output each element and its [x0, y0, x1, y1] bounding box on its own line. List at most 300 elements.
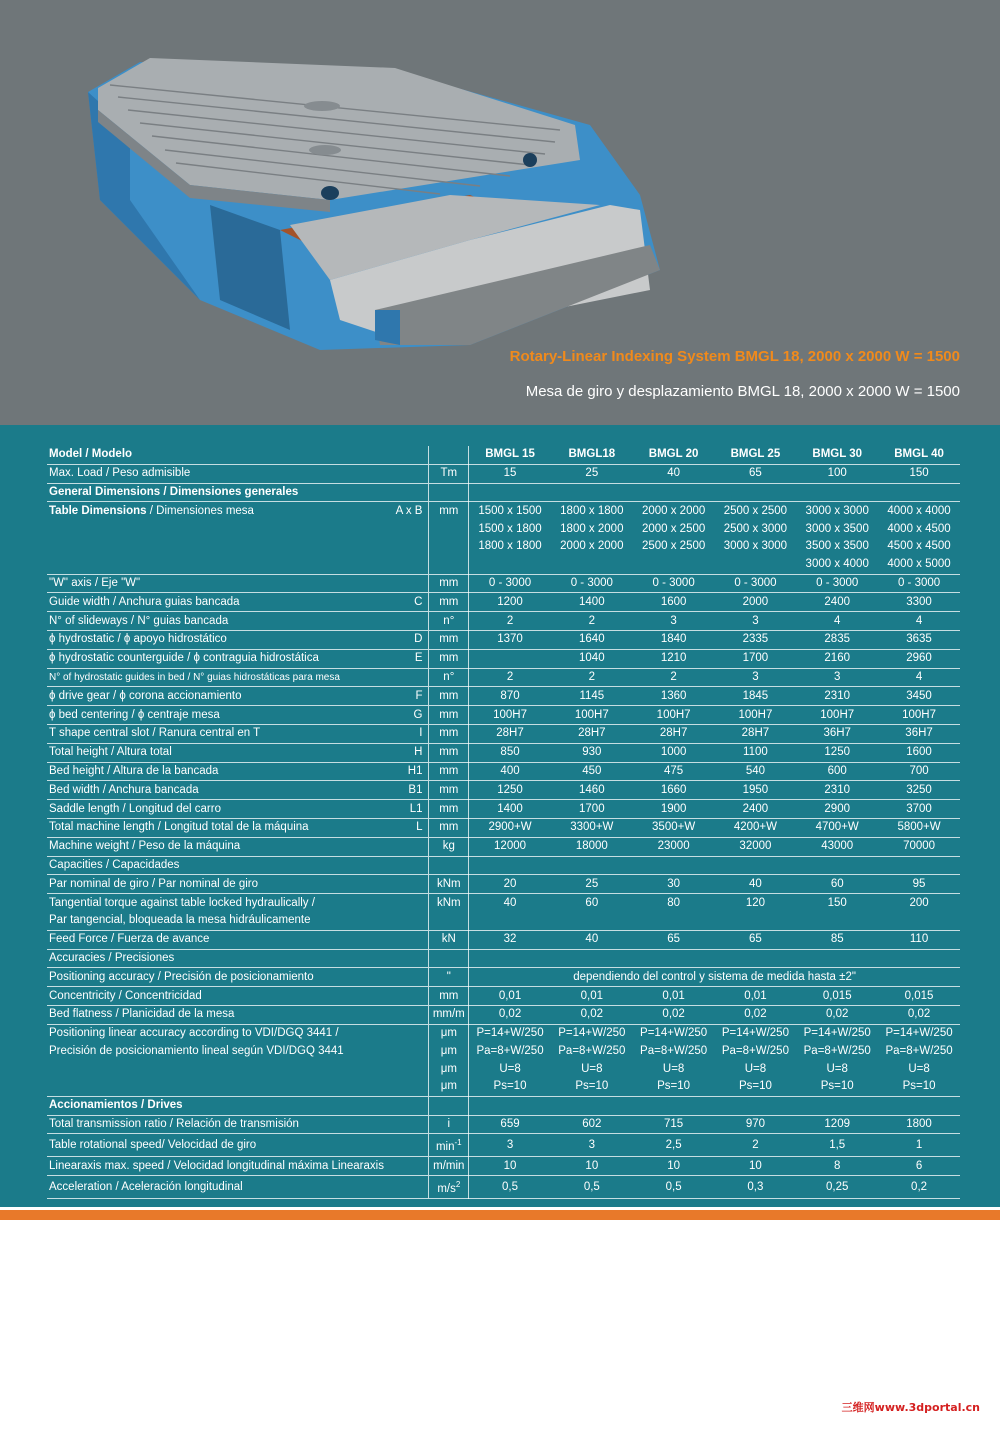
row-label: General Dimensions / Dimensiones generales	[47, 483, 386, 502]
row-symbol: H	[386, 743, 429, 762]
model-header: BMGL18	[551, 446, 633, 464]
value-cell: 0,01	[469, 987, 551, 1006]
row-label: Bed flatness / Planicidad de la mesa	[47, 1005, 386, 1024]
value-cell: 23000	[633, 837, 715, 856]
value-cell: 28H7	[633, 724, 715, 743]
row-label: Capacities / Capacidades	[47, 856, 386, 875]
value-cell: 0,3	[715, 1176, 797, 1199]
table-row	[47, 912, 960, 930]
table-row	[47, 875, 960, 894]
value-cell: 1800	[878, 1115, 960, 1134]
value-cell	[796, 949, 878, 968]
table-row	[47, 502, 960, 520]
value-cell	[715, 483, 797, 502]
table-row	[47, 818, 960, 837]
row-symbol: G	[386, 706, 429, 725]
row-unit: mm	[429, 687, 469, 706]
value-cell: 602	[551, 1115, 633, 1134]
row-label: Table rotational speed/ Velocidad de giro	[47, 1134, 386, 1157]
value-cell	[715, 856, 797, 875]
value-cell: 20	[469, 875, 551, 894]
value-cell: 28H7	[469, 724, 551, 743]
row-unit: kN	[429, 930, 469, 949]
table-row	[47, 1134, 960, 1157]
value-cell	[878, 856, 960, 875]
value-cell: P=14+W/250	[476, 1027, 544, 1040]
row-symbol	[386, 968, 429, 987]
value-cell: 1400	[469, 800, 551, 819]
value-cell: 2335	[715, 630, 797, 649]
value-cell: 2400	[715, 800, 797, 819]
row-unit	[429, 1096, 469, 1115]
value-cell: Ps=10	[878, 1078, 960, 1096]
value-cell: 2160	[796, 649, 878, 668]
value-cell: 200	[909, 896, 929, 909]
value-cell: Pa=8+W/250	[558, 1044, 626, 1057]
value-cell: 15	[469, 464, 551, 483]
row-unit: mm	[429, 781, 469, 800]
value-cell	[633, 856, 715, 875]
table-row	[47, 743, 960, 762]
value-cell: 1,5	[796, 1134, 878, 1157]
row-unit: μm	[429, 1043, 469, 1061]
row-symbol	[386, 894, 429, 912]
value-cell: 10	[551, 1157, 633, 1176]
value-cell: 1900	[633, 800, 715, 819]
row-unit	[429, 912, 469, 930]
row-label: Accionamientos / Drives	[47, 1096, 386, 1115]
value-cell: P=14+W/250	[558, 1027, 626, 1040]
row-label: Bed height / Altura de la bancada	[47, 762, 386, 781]
row-label: Total height / Altura total	[47, 743, 386, 762]
value-cell: 65	[715, 464, 797, 483]
row-symbol	[386, 1134, 429, 1157]
value-cell	[633, 483, 715, 502]
value-cell: 3000 x 3000	[805, 504, 869, 517]
value-cell: 3500 x 3500	[805, 540, 869, 553]
value-cell: Pa=8+W/250	[640, 1044, 708, 1057]
row-unit	[429, 856, 469, 875]
row-label: ϕ bed centering / ϕ centraje mesa	[47, 706, 386, 725]
value-cell: Pa=8+W/250	[885, 1044, 953, 1057]
row-unit	[429, 538, 469, 556]
header-label: Model / Modelo	[47, 446, 386, 464]
value-cell: 32	[469, 930, 551, 949]
value-cell: U=8	[908, 1062, 930, 1075]
table-row	[47, 1043, 960, 1061]
table-row	[47, 1096, 960, 1115]
value-cell: 4000 x 5000	[878, 556, 960, 574]
row-unit: mm	[429, 800, 469, 819]
value-cell	[715, 556, 797, 574]
value-cell: 4	[878, 612, 960, 631]
row-label: ϕ hydrostatic counterguide / ϕ contraguia hidrostática	[47, 649, 386, 668]
table-row	[47, 556, 960, 574]
value-cell	[551, 856, 633, 875]
value-cell: 28H7	[715, 724, 797, 743]
value-cell: 1950	[715, 781, 797, 800]
row-unit: mm	[429, 502, 469, 520]
value-cell: U=8	[499, 1062, 521, 1075]
value-cell: 32000	[715, 837, 797, 856]
row-unit: i	[429, 1115, 469, 1134]
value-cell	[469, 912, 551, 930]
value-cell: 40	[551, 930, 633, 949]
value-cell	[796, 912, 878, 930]
value-cell: 110	[878, 930, 960, 949]
row-symbol	[386, 1115, 429, 1134]
table-row	[47, 894, 960, 912]
row-unit: kNm	[429, 894, 469, 912]
row-symbol	[386, 1024, 429, 1042]
value-cell: 3000 x 3000	[723, 540, 788, 553]
value-cell: 40	[715, 875, 797, 894]
row-symbol: L1	[386, 800, 429, 819]
value-cell: 1660	[633, 781, 715, 800]
value-cell: Ps=10	[796, 1078, 878, 1096]
row-symbol	[386, 1078, 429, 1096]
value-cell: 3000 x 4000	[796, 556, 878, 574]
value-cell: 2	[551, 612, 633, 631]
value-cell	[469, 649, 551, 668]
value-cell: Pa=8+W/250	[803, 1044, 871, 1057]
value-cell: 0 - 3000	[633, 574, 715, 593]
value-cell: U=8	[826, 1062, 848, 1075]
table-row	[47, 483, 960, 502]
model-header: BMGL 40	[878, 446, 960, 464]
row-label	[47, 1078, 386, 1096]
value-cell: 3	[551, 1134, 633, 1157]
value-cell: Pa=8+W/250	[721, 1044, 789, 1057]
value-cell	[633, 912, 715, 930]
value-cell: 850	[469, 743, 551, 762]
row-unit: kNm	[429, 875, 469, 894]
value-cell	[715, 1096, 797, 1115]
row-symbol	[386, 483, 429, 502]
value-cell: 2	[469, 668, 551, 687]
value-cell	[469, 856, 551, 875]
value-cell: 450	[551, 762, 633, 781]
value-cell: 8	[796, 1157, 878, 1176]
value-cell: 700	[878, 762, 960, 781]
value-cell: 43000	[796, 837, 878, 856]
value-cell	[469, 483, 551, 502]
row-label: Par tangencial, bloqueada la mesa hidráulicamente	[47, 912, 386, 930]
value-cell: 2,5	[633, 1134, 715, 1157]
value-cell: 2500 x 3000	[723, 522, 788, 535]
value-cell	[469, 556, 551, 574]
table-row	[47, 1176, 960, 1199]
value-cell: 40	[633, 464, 715, 483]
row-unit: m/min	[429, 1157, 469, 1176]
value-cell: 2310	[796, 781, 878, 800]
value-cell: 25	[551, 875, 633, 894]
row-symbol	[386, 856, 429, 875]
value-cell: 1210	[633, 649, 715, 668]
row-symbol	[386, 1096, 429, 1115]
row-unit: n°	[429, 668, 469, 687]
row-unit: mm	[429, 818, 469, 837]
value-cell: 2835	[796, 630, 878, 649]
value-cell: 150	[827, 896, 847, 909]
value-cell: 2000	[715, 593, 797, 612]
value-cell: U=8	[744, 1062, 767, 1075]
value-cell	[796, 1096, 878, 1115]
value-cell: 60	[585, 896, 599, 909]
value-cell: 0,5	[633, 1176, 715, 1199]
value-cell: 0,5	[551, 1176, 633, 1199]
value-cell: 2960	[878, 649, 960, 668]
table-row	[47, 520, 960, 538]
row-unit: "	[429, 968, 469, 987]
row-label: ϕ drive gear / ϕ corona accionamiento	[47, 687, 386, 706]
value-cell: 0,015	[878, 987, 960, 1006]
row-label: Positioning linear accuracy according to VDI/DGQ 3441 /	[49, 1027, 339, 1040]
value-cell: 3635	[878, 630, 960, 649]
row-symbol: B1	[386, 781, 429, 800]
value-cell	[551, 556, 633, 574]
value-cell: 3250	[878, 781, 960, 800]
row-symbol: C	[386, 593, 429, 612]
value-cell: 540	[715, 762, 797, 781]
row-unit: mm	[429, 762, 469, 781]
value-cell	[551, 1096, 633, 1115]
row-unit: mm	[429, 630, 469, 649]
value-cell: 1200	[469, 593, 551, 612]
table-row	[47, 968, 960, 987]
row-symbol: E	[386, 649, 429, 668]
value-cell: Ps=10	[551, 1078, 633, 1096]
value-cell: 95	[878, 875, 960, 894]
value-cell: P=14+W/250	[803, 1027, 871, 1040]
value-cell: 0,5	[469, 1176, 551, 1199]
value-cell: 0,02	[469, 1005, 551, 1024]
value-cell: 659	[469, 1115, 551, 1134]
row-unit: $m/s^2$	[429, 1176, 469, 1199]
row-label: T shape central slot / Ranura central en T	[47, 724, 386, 743]
value-cell: P=14+W/250	[640, 1027, 708, 1040]
value-cell: 0,02	[551, 1005, 633, 1024]
value-cell	[796, 856, 878, 875]
value-cell: U=8	[662, 1062, 685, 1075]
value-cell	[633, 556, 715, 574]
value-cell: 5800+W	[878, 818, 960, 837]
title-english: Rotary-Linear Indexing System BMGL 18, 2000 x 2000 W = 1500	[509, 348, 960, 365]
value-cell: 870	[469, 687, 551, 706]
value-cell: 2400	[796, 593, 878, 612]
row-label: Total transmission ratio / Relación de transmisión	[47, 1115, 386, 1134]
value-cell: 1250	[796, 743, 878, 762]
value-cell: 100	[796, 464, 878, 483]
value-cell: 100H7	[469, 706, 551, 725]
table-row	[47, 781, 960, 800]
table-row	[47, 464, 960, 483]
row-unit: mm	[429, 987, 469, 1006]
value-cell	[633, 949, 715, 968]
value-cell: 0,2	[878, 1176, 960, 1199]
value-cell: 1600	[878, 743, 960, 762]
row-unit: mm	[429, 593, 469, 612]
value-cell: 0 - 3000	[715, 574, 797, 593]
value-cell: 36H7	[796, 724, 878, 743]
table-row	[47, 574, 960, 593]
row-label	[47, 1060, 386, 1078]
value-cell	[469, 949, 551, 968]
row-label: Guide width / Anchura guias bancada	[47, 593, 386, 612]
table-row	[47, 593, 960, 612]
value-cell: 1000	[633, 743, 715, 762]
value-cell: 10	[469, 1157, 551, 1176]
row-label: N° of slideways / N° guias bancada	[47, 612, 386, 631]
value-cell: 0,015	[796, 987, 878, 1006]
value-cell: 970	[715, 1115, 797, 1134]
value-cell: 1100	[715, 743, 797, 762]
row-unit: μm	[429, 1060, 469, 1078]
value-cell: 2900+W	[469, 818, 551, 837]
value-cell: 2	[551, 668, 633, 687]
row-symbol	[386, 1060, 429, 1078]
value-cell: 0 - 3000	[469, 574, 551, 593]
accuracy-note: dependiendo del control y sistema de medida hasta ±2"	[469, 968, 960, 987]
value-cell: 100H7	[715, 706, 797, 725]
value-cell: 65	[633, 930, 715, 949]
value-cell: 4000 x 4500	[887, 522, 951, 535]
value-cell: 30	[633, 875, 715, 894]
value-cell	[878, 949, 960, 968]
model-header: BMGL 30	[796, 446, 878, 464]
value-cell	[551, 483, 633, 502]
value-cell: U=8	[581, 1062, 603, 1075]
value-cell: 400	[469, 762, 551, 781]
value-cell: 100H7	[796, 706, 878, 725]
row-unit	[429, 556, 469, 574]
row-symbol: L	[386, 818, 429, 837]
value-cell: 1400	[551, 593, 633, 612]
row-symbol	[386, 1005, 429, 1024]
row-symbol	[386, 464, 429, 483]
spec-table	[47, 446, 960, 1199]
value-cell: 600	[796, 762, 878, 781]
row-unit: mm/m	[429, 1005, 469, 1024]
title-spanish: Mesa de giro y desplazamiento BMGL 18, 2000 x 2000 W = 1500	[525, 383, 960, 400]
row-unit: mm	[429, 724, 469, 743]
table-row	[47, 1024, 960, 1042]
value-cell: 100H7	[551, 706, 633, 725]
value-cell: 0,01	[633, 987, 715, 1006]
value-cell: 36H7	[878, 724, 960, 743]
value-cell: 1370	[469, 630, 551, 649]
value-cell: 475	[633, 762, 715, 781]
row-label: Machine weight / Peso de la máquina	[47, 837, 386, 856]
value-cell: 4	[878, 668, 960, 687]
value-cell: 2500 x 2500	[641, 540, 706, 553]
value-cell: 4200+W	[715, 818, 797, 837]
value-cell: 1145	[551, 687, 633, 706]
value-cell: 0 - 3000	[878, 574, 960, 593]
value-cell: 1460	[551, 781, 633, 800]
row-unit	[429, 520, 469, 538]
value-cell: 2310	[796, 687, 878, 706]
value-cell: 85	[796, 930, 878, 949]
table-row	[47, 668, 960, 687]
value-cell: 1250	[469, 781, 551, 800]
value-cell: 2000 x 2000	[560, 540, 624, 553]
value-cell: 0,25	[796, 1176, 878, 1199]
row-symbol	[386, 1176, 429, 1199]
value-cell	[796, 483, 878, 502]
value-cell: 2	[715, 1134, 797, 1157]
value-cell: 3	[715, 668, 797, 687]
row-label: Saddle length / Longitud del carro	[47, 800, 386, 819]
value-cell: 65	[715, 930, 797, 949]
value-cell	[878, 912, 960, 930]
row-unit: mm	[429, 743, 469, 762]
table-row	[47, 724, 960, 743]
row-unit: μm	[429, 1078, 469, 1096]
value-cell: 10	[633, 1157, 715, 1176]
value-cell: 1800 x 1800	[478, 540, 542, 553]
row-label: Par nominal de giro / Par nominal de giro	[47, 875, 386, 894]
header-row	[47, 446, 960, 464]
row-label: Tangential torque against table locked hydraulically /	[49, 896, 315, 909]
value-cell: 1845	[715, 687, 797, 706]
table-row	[47, 837, 960, 856]
value-cell: 10	[715, 1157, 797, 1176]
value-cell: 1800 x 2000	[560, 522, 624, 535]
value-cell: 0,01	[551, 987, 633, 1006]
value-cell: P=14+W/250	[721, 1027, 789, 1040]
orange-stripe	[0, 1210, 1000, 1220]
value-cell: 0 - 3000	[551, 574, 633, 593]
row-label: "W" axis / Eje "W"	[47, 574, 386, 593]
value-cell: 2500 x 2500	[723, 504, 788, 517]
value-cell: 100H7	[633, 706, 715, 725]
row-label: Acceleration / Aceleración longitudinal	[47, 1176, 386, 1199]
row-symbol: H1	[386, 762, 429, 781]
value-cell	[551, 912, 633, 930]
value-cell: 2900	[796, 800, 878, 819]
row-symbol	[386, 837, 429, 856]
value-cell	[878, 483, 960, 502]
value-cell: 1600	[633, 593, 715, 612]
value-cell: 12000	[469, 837, 551, 856]
value-cell: 80	[667, 896, 681, 909]
row-symbol	[386, 930, 429, 949]
value-cell	[715, 912, 797, 930]
value-cell: 100H7	[878, 706, 960, 725]
value-cell: 18000	[551, 837, 633, 856]
row-symbol: F	[386, 687, 429, 706]
value-cell: 715	[633, 1115, 715, 1134]
table-row	[47, 706, 960, 725]
row-symbol	[386, 556, 429, 574]
value-cell: 1700	[715, 649, 797, 668]
value-cell: 2	[469, 612, 551, 631]
table-row	[47, 612, 960, 631]
value-cell: 1360	[633, 687, 715, 706]
table-row	[47, 538, 960, 556]
row-label: ϕ hydrostatic / ϕ apoyo hidrostático	[47, 630, 386, 649]
value-cell: 1800 x 1800	[560, 504, 624, 517]
table-row	[47, 1060, 960, 1078]
row-label	[47, 520, 386, 538]
row-symbol	[386, 668, 429, 687]
value-cell: 4700+W	[796, 818, 878, 837]
table-row	[47, 856, 960, 875]
table-row	[47, 1115, 960, 1134]
value-cell	[469, 1096, 551, 1115]
value-cell: 3300+W	[551, 818, 633, 837]
